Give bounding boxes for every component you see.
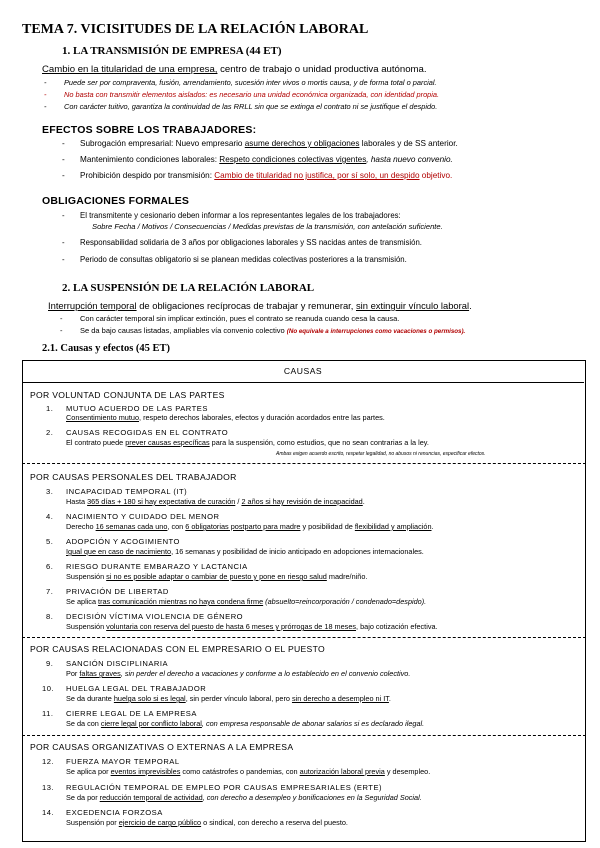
obligaciones-item-consultas: - Periodo de consultas obligatorio si se planean medidas colectivas posteriores a la transmisión. xyxy=(62,255,407,264)
obligaciones-item-informar: - El transmitente y cesionario deben informar a los representantes legales de los trabajadores: xyxy=(62,211,401,220)
obligaciones-item-informar-detail: Sobre Fecha / Motivos / Consecuencias / Medidas previstas de la transmisión, con antelación suficiente. xyxy=(92,222,443,231)
causa-item-11-desc: Se da con cierre legal por conflicto laboral, con empresa responsable de abonar salarios si es declarado ilegal. xyxy=(66,719,425,728)
causas-header-label: CAUSAS xyxy=(283,366,323,376)
causa-item-7-number: 7. xyxy=(46,587,54,596)
causa-item-6-number: 6. xyxy=(46,562,54,571)
subsection-heading-causas: 2.1. Causas y efectos (45 ET) xyxy=(42,343,171,354)
causa-item-6-desc: Suspensión si no es posible adaptar o cambiar de puesto y pone en riesgo salud madre/niño. xyxy=(66,572,368,581)
section-causas-empresario: POR CAUSAS RELACIONADAS CON EL EMPRESARIO O EL PUESTO xyxy=(30,644,325,654)
section-divider xyxy=(22,637,586,638)
causa-item-7-title: PRIVACIÓN DE LIBERTAD xyxy=(66,587,169,596)
causa-item-2-number: 2. xyxy=(46,428,54,437)
section-heading-suspension: 2. LA SUSPENSIÓN DE LA RELACIÓN LABORAL xyxy=(62,282,315,294)
section-causas-organizativas: POR CAUSAS ORGANIZATIVAS O EXTERNAS A LA EMPRESA xyxy=(30,742,294,752)
causa-item-4-title: NACIMIENTO Y CUIDADO DEL MENOR xyxy=(66,512,220,521)
suspension-bullet-1: - Con carácter temporal sin implicar extinción, pues el contrato se reanuda cuando cesa la causa. xyxy=(60,314,400,323)
causa-item-12-number: 12. xyxy=(42,757,55,766)
section-divider xyxy=(22,463,586,464)
causa-item-6-title: RIESGO DURANTE EMBARAZO Y LACTANCIA xyxy=(66,562,248,571)
causa-item-8-desc: Suspensión voluntaria con reserva del puesto de hasta 6 meses y prórrogas de 18 meses, bajo cotización efectiva. xyxy=(66,622,438,631)
causa-item-14-title: EXCEDENCIA FORZOSA xyxy=(66,808,163,817)
causa-item-14-number: 14. xyxy=(42,808,55,817)
causa-item-9-number: 9. xyxy=(46,659,54,668)
page-title: TEMA 7. VICISITUDES DE LA RELACIÓN LABORAL xyxy=(22,22,369,37)
causa-item-9-title: SANCIÓN DISCIPLINARIA xyxy=(66,659,169,668)
causa-item-8-number: 8. xyxy=(46,612,54,621)
causa-item-8-title: DECISIÓN VÍCTIMA VIOLENCIA DE GÉNERO xyxy=(66,612,244,621)
causa-item-5-number: 5. xyxy=(46,537,54,546)
causa-item-14-desc: Suspensión por ejercicio de cargo público o sindical, con derecho a reserva del puesto. xyxy=(66,818,348,827)
transmision-bullet-2: - No basta con transmitir elementos aislados: es necesario una unidad económica organizada, con identidad propia. xyxy=(44,90,440,99)
efectos-item-subrogacion: - Subrogación empresarial: Nuevo empresario asume derechos y obligaciones laborales y de SS anterior. xyxy=(62,139,458,148)
causa-item-11-title: CIERRE LEGAL DE LA EMPRESA xyxy=(66,709,197,718)
obligaciones-heading: OBLIGACIONES FORMALES xyxy=(42,195,190,207)
causa-item-1-desc: Consentimiento mutuo, respeto derechos laborales, efectos y duración acordados entre las partes. xyxy=(66,413,385,422)
causas-table-header xyxy=(22,360,584,383)
suspension-definition: Interrupción temporal de obligaciones recíprocas de trabajar y remunerar, sin extinguir vínculo laboral. xyxy=(48,300,472,311)
causa-item-13-number: 13. xyxy=(42,783,55,792)
causa-item-10-number: 10. xyxy=(42,684,55,693)
section-divider xyxy=(22,735,586,736)
transmision-definition: Cambio en la titularidad de una empresa, centro de trabajo o unidad productiva autónoma. xyxy=(42,64,427,75)
transmision-bullet-1: - Puede ser por compraventa, fusión, arrendamiento, sucesión inter vivos o mortis causa, y de forma total o parcial. xyxy=(44,78,437,87)
causa-item-1-title: MUTUO ACUERDO DE LAS PARTES xyxy=(66,404,208,413)
causa-item-9-desc: Por faltas graves, sin perder el derecho a vacaciones y conforme a lo establecido en el convenio colectivo. xyxy=(66,669,411,678)
causa-item-7-desc: Se aplica tras comunicación mientras no haya condena firme (absuelto=reincorporación / condenado=despido). xyxy=(66,597,427,606)
causa-item-3-number: 3. xyxy=(46,487,54,496)
causa-item-1-number: 1. xyxy=(46,404,54,413)
causa-item-2-note: Ambas exigen acuerdo escrito, respetar legalidad, no abusos ni renuncias, especificar efectos. xyxy=(276,451,486,457)
efectos-item-mantenimiento: - Mantenimiento condiciones laborales: Respeto condiciones colectivas vigentes, hasta nuevo convenio. xyxy=(62,155,453,164)
efectos-item-prohibicion: - Prohibición despido por transmisión: Cambio de titularidad no justifica, por sí solo, un despido objetivo. xyxy=(62,171,453,180)
causa-item-11-number: 11. xyxy=(42,709,54,718)
transmision-bullet-3: - Con carácter tuitivo, garantiza la continuidad de las RRLL sin que se extinga el contrato ni se justifique el despido. xyxy=(44,102,438,111)
suspension-bullet-2: - Se da bajo causas listadas, ampliables vía convenio colectivo (No equivale a interrupciones como vacaciones o permisos). xyxy=(60,326,466,335)
causa-item-10-desc: Se da durante huelga solo si es legal, sin perder vínculo laboral, pero sin derecho a desempleo ni IT. xyxy=(66,694,391,703)
causa-item-2-desc: El contrato puede prever causas específicas para la suspensión, como estudios, que no sean contrarias a la ley. xyxy=(66,438,429,447)
causa-item-2-title: CAUSAS RECOGIDAS EN EL CONTRATO xyxy=(66,428,229,437)
causa-item-5-title: ADOPCIÓN Y ACOGIMIENTO xyxy=(66,537,180,546)
section-voluntad-conjunta: POR VOLUNTAD CONJUNTA DE LAS PARTES xyxy=(30,390,225,400)
section-heading-transmision: 1. LA TRANSMISIÓN DE EMPRESA (44 ET) xyxy=(62,45,282,57)
causa-item-13-desc: Se da por reducción temporal de actividad, con derecho a desempleo y bonificaciones en la Seguridad Social. xyxy=(66,793,422,802)
section-causas-personales: POR CAUSAS PERSONALES DEL TRABAJADOR xyxy=(30,472,237,482)
causa-item-13-title: REGULACIÓN TEMPORAL DE EMPLEO POR CAUSAS EMPRESARIALES (ERTE) xyxy=(66,783,383,792)
obligaciones-item-responsabilidad: - Responsabilidad solidaria de 3 años por obligaciones laborales y SS nacidas antes de transmisión. xyxy=(62,238,422,247)
causa-item-3-desc: Hasta 365 días + 180 si hay expectativa de curación / 2 años si hay revisión de incapacidad. xyxy=(66,497,365,506)
causa-item-12-title: FUERZA MAYOR TEMPORAL xyxy=(66,757,180,766)
causa-item-3-title: INCAPACIDAD TEMPORAL (IT) xyxy=(66,487,188,496)
causa-item-10-title: HUELGA LEGAL DEL TRABAJADOR xyxy=(66,684,207,693)
causa-item-4-number: 4. xyxy=(46,512,54,521)
causa-item-4-desc: Derecho 16 semanas cada uno, con 6 obligatorias postparto para madre y posibilidad de flexibilidad y ampliación. xyxy=(66,522,434,531)
causa-item-5-desc: Igual que en caso de nacimiento, 16 semanas y posibilidad de inicio anticipado en adopciones internacionales. xyxy=(66,547,424,556)
causa-item-12-desc: Se aplica por eventos imprevisibles como catástrofes o pandemias, con autorización laboral previa y desempleo. xyxy=(66,767,431,776)
efectos-heading: EFECTOS SOBRE LOS TRABAJADORES: xyxy=(42,124,257,136)
